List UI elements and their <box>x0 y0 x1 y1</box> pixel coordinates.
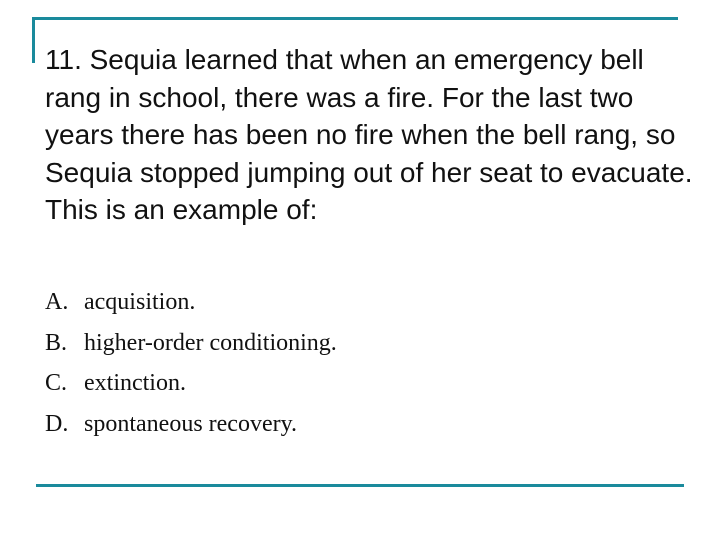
left-rule-line <box>32 17 35 63</box>
answer-letter: A. <box>45 289 69 315</box>
answer-text: acquisition. <box>84 289 196 315</box>
answer-text: extinction. <box>84 370 186 396</box>
answer-option-b <box>45 323 337 364</box>
bottom-rule-line <box>36 484 684 487</box>
answer-list <box>45 282 337 444</box>
question-text: 11. Sequia learned that when an emergency bell rang in school, there was a fire. For the last two years there has been no fire when the bell rang, so Sequia stopped jumping out of her seat to evacuate. This is an example of: <box>45 44 693 225</box>
answer-option-a <box>45 282 337 323</box>
answer-letter: B. <box>45 329 68 356</box>
answer-option-c <box>45 363 337 404</box>
answer-text: spontaneous recovery. <box>84 410 298 437</box>
answer-text: higher-order conditioning. <box>84 329 337 356</box>
answer-option-d <box>45 404 337 445</box>
answer-letter: C. <box>45 370 68 396</box>
answer-letter: D. <box>45 410 69 437</box>
top-rule-line <box>32 17 678 20</box>
